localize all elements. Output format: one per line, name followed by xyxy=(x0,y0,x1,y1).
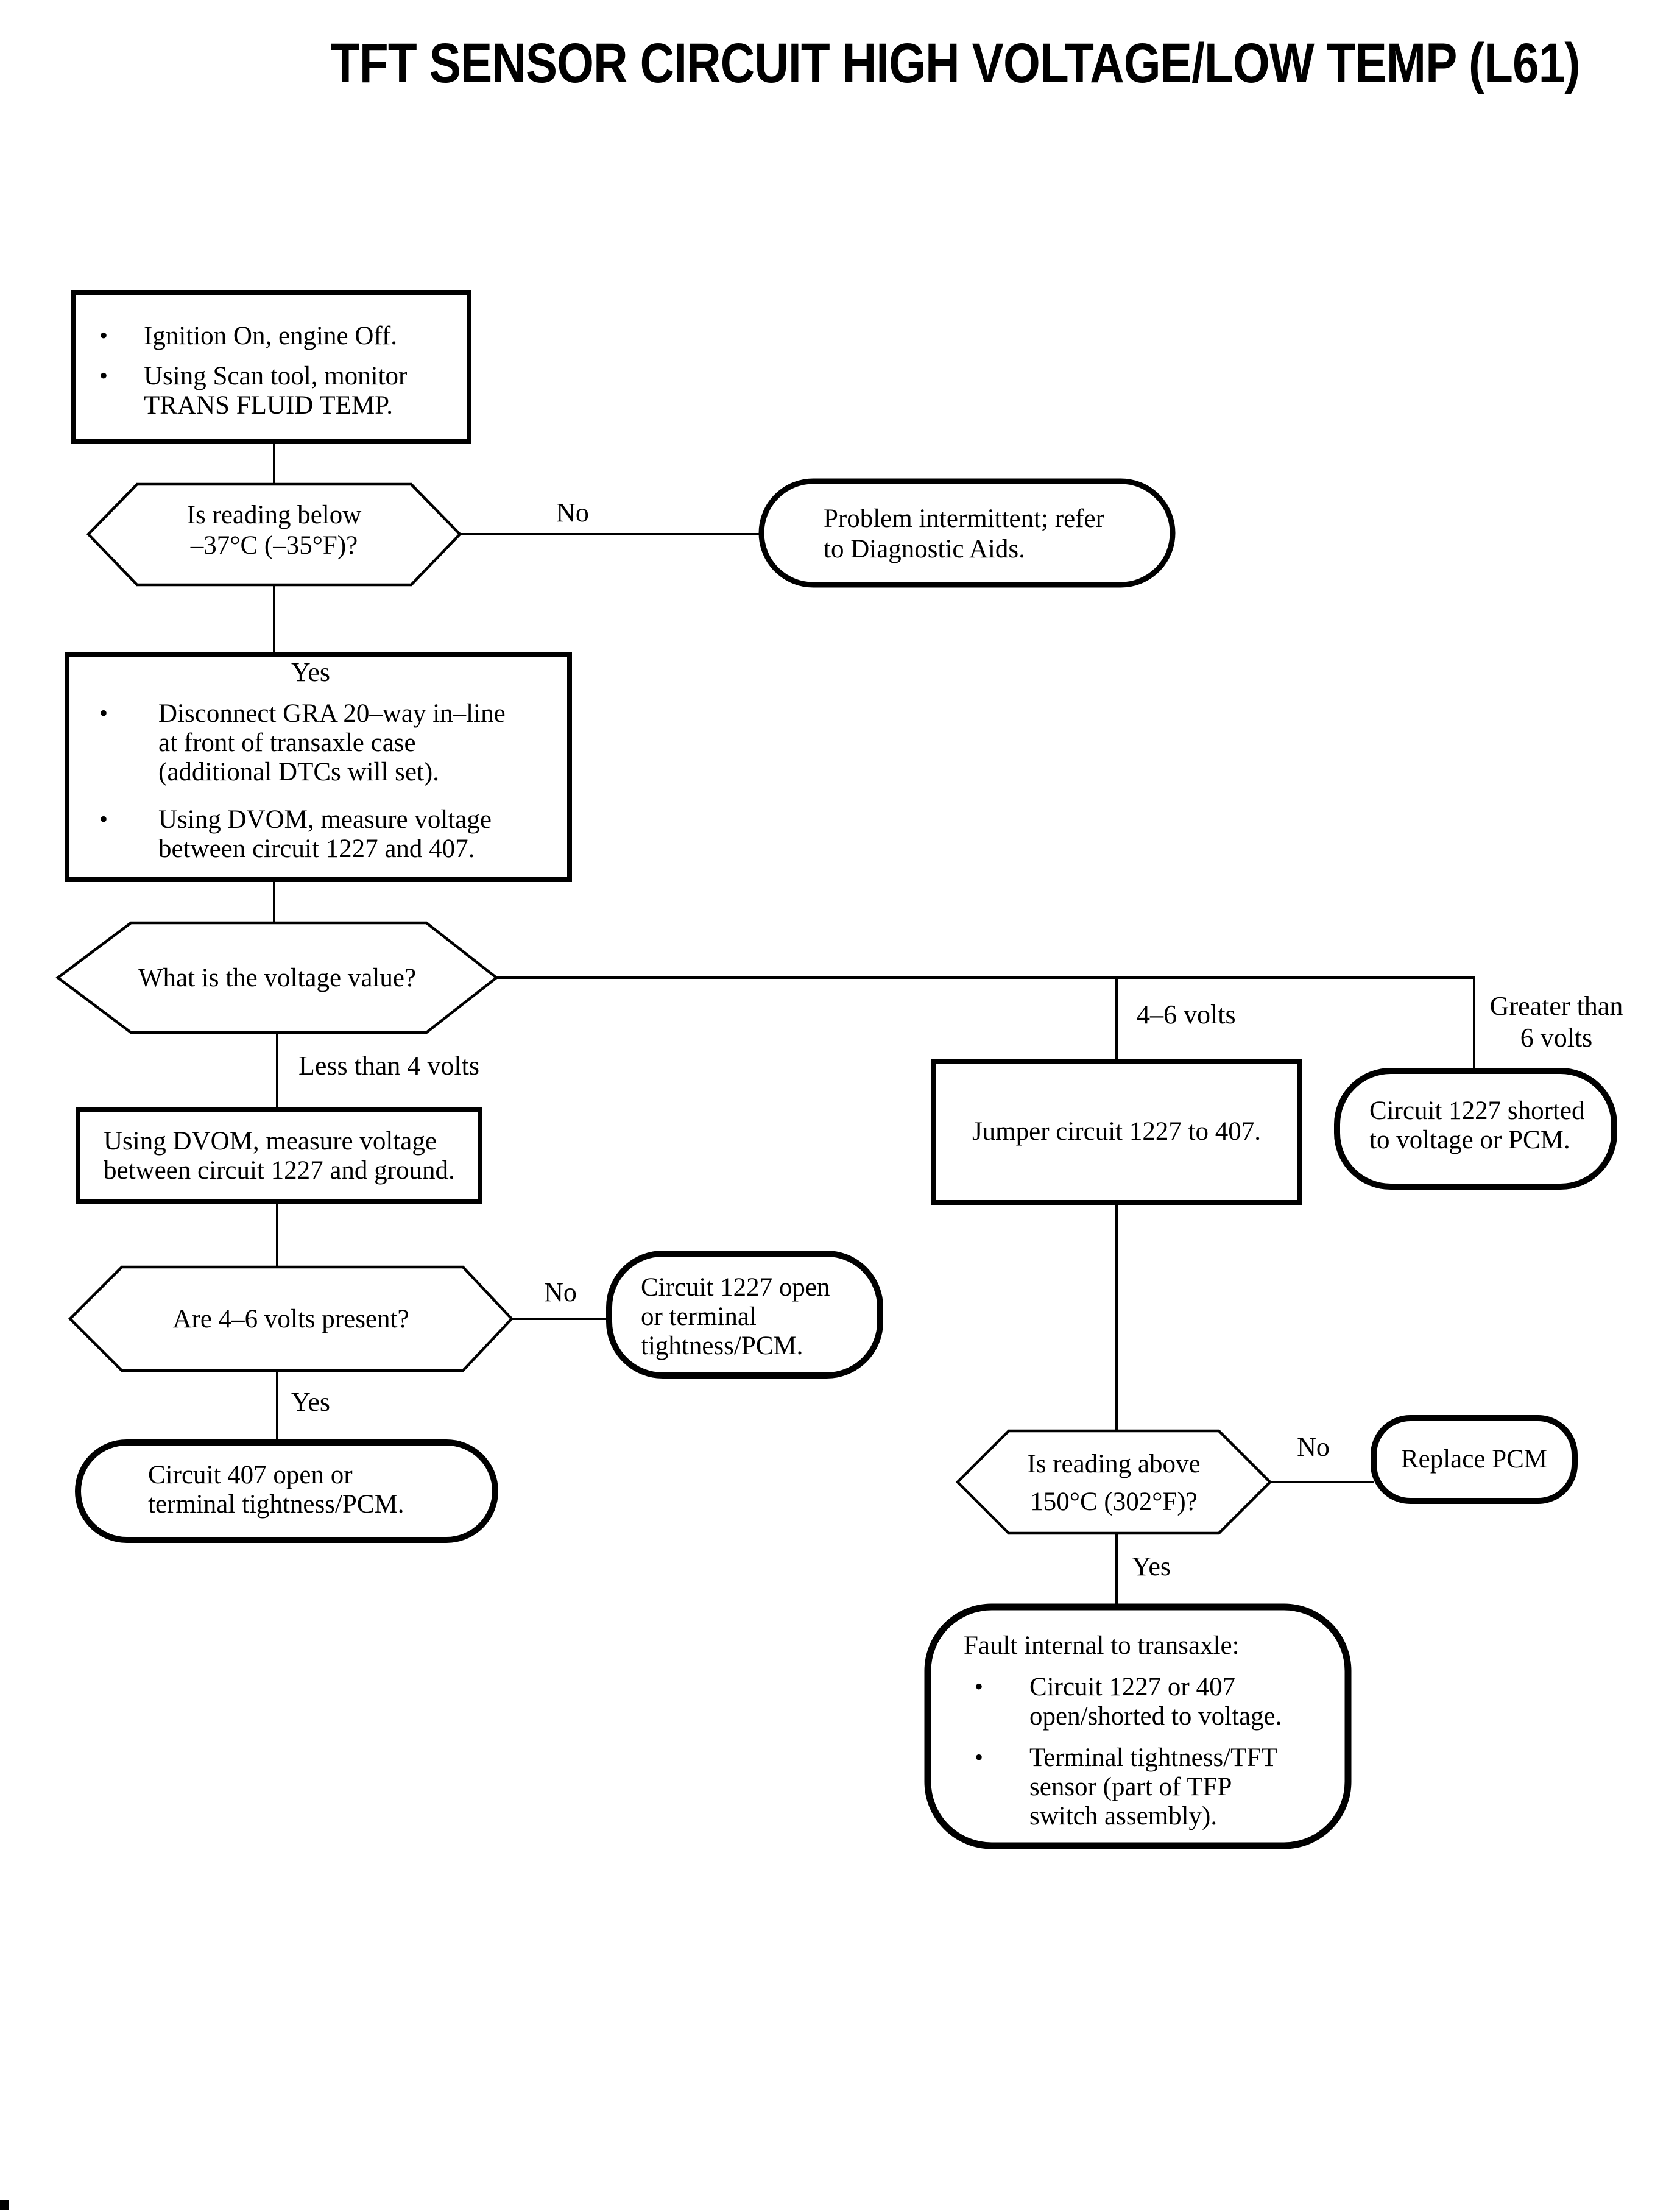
fault-internal-b2-line1: Terminal tightness/TFT xyxy=(1029,1743,1277,1772)
terminal-shorted-line1: Circuit 1227 shorted xyxy=(1369,1096,1585,1125)
decision-voltage-value-line1: What is the voltage value? xyxy=(138,964,417,992)
yes-label-1: Yes xyxy=(291,657,331,687)
bullet-marker: • xyxy=(99,805,108,833)
fault-internal-heading: Fault internal to transaxle: xyxy=(964,1631,1240,1660)
page-title: TFT SENSOR CIRCUIT HIGH VOLTAGE/LOW TEMP (L61) xyxy=(331,32,1580,94)
scan-speck xyxy=(0,2200,9,2210)
bullet-marker: • xyxy=(975,1743,984,1771)
measure-ground-line1: Using DVOM, measure voltage xyxy=(104,1127,437,1156)
bullet-marker: • xyxy=(975,1673,984,1700)
fault-internal-b1-line1: Circuit 1227 or 407 xyxy=(1029,1673,1235,1701)
terminal-problem-line1: Problem intermittent; refer xyxy=(824,504,1104,533)
start-box-line3: TRANS FLUID TEMP. xyxy=(144,391,393,420)
decision-reading-below-line2: –37°C (–35°F)? xyxy=(190,531,358,560)
decision-reading-above-hex xyxy=(958,1431,1270,1533)
fault-internal-b1-line2: open/shorted to voltage. xyxy=(1029,1702,1282,1731)
terminal-407open-line2: terminal tightness/PCM. xyxy=(148,1490,404,1519)
bullet-marker: • xyxy=(99,699,108,727)
disconnect-line5: between circuit 1227 and 407. xyxy=(158,835,475,863)
decision-reading-above-line2: 150°C (302°F)? xyxy=(1030,1488,1198,1516)
fault-internal-b2-line3: switch assembly). xyxy=(1029,1802,1218,1830)
bullet-marker: • xyxy=(99,322,108,349)
bullet-marker: • xyxy=(99,362,108,389)
terminal-problem-line2: to Diagnostic Aids. xyxy=(824,535,1025,563)
no-label-2: No xyxy=(544,1277,577,1307)
disconnect-line2: at front of transaxle case xyxy=(158,729,416,757)
start-box-line1: Ignition On, engine Off. xyxy=(144,322,397,350)
measure-ground-line2: between circuit 1227 and ground. xyxy=(104,1156,455,1185)
disconnect-line1: Disconnect GRA 20–way in–line xyxy=(158,699,506,728)
terminal-1227open-line3: tightness/PCM. xyxy=(641,1332,803,1360)
terminal-replace-pcm-line1: Replace PCM xyxy=(1400,1445,1548,1474)
jumper-box-line1: Jumper circuit 1227 to 407. xyxy=(972,1117,1262,1146)
decision-reading-above-line1: Is reading above xyxy=(1027,1450,1201,1478)
terminal-407open-line1: Circuit 407 open or xyxy=(148,1461,353,1489)
terminal-shorted-line2: to voltage or PCM. xyxy=(1369,1126,1570,1154)
decision-46-present-line1: Are 4–6 volts present? xyxy=(172,1305,409,1333)
no-label-1: No xyxy=(556,498,589,528)
no-label-3: No xyxy=(1297,1432,1330,1462)
disconnect-line4: Using DVOM, measure voltage xyxy=(158,805,492,834)
decision-reading-below-line1: Is reading below xyxy=(186,501,362,529)
branch-gt6-label-line2: 6 volts xyxy=(1520,1023,1593,1053)
branch-gt6-label-line1: Greater than xyxy=(1489,991,1623,1021)
terminal-1227open-line1: Circuit 1227 open xyxy=(641,1273,830,1302)
disconnect-line3: (additional DTCs will set). xyxy=(158,758,439,786)
branch-46volts-label: 4–6 volts xyxy=(1137,1000,1236,1029)
start-box-line2: Using Scan tool, monitor xyxy=(144,362,408,390)
yes-label-3: Yes xyxy=(1132,1552,1171,1581)
terminal-1227open-line2: or terminal xyxy=(641,1302,757,1331)
fault-internal-b2-line2: sensor (part of TFP xyxy=(1029,1773,1232,1801)
yes-label-2: Yes xyxy=(291,1387,331,1417)
connector-dec2-right-branch xyxy=(496,978,1474,1071)
branch-less4-label: Less than 4 volts xyxy=(298,1051,479,1081)
